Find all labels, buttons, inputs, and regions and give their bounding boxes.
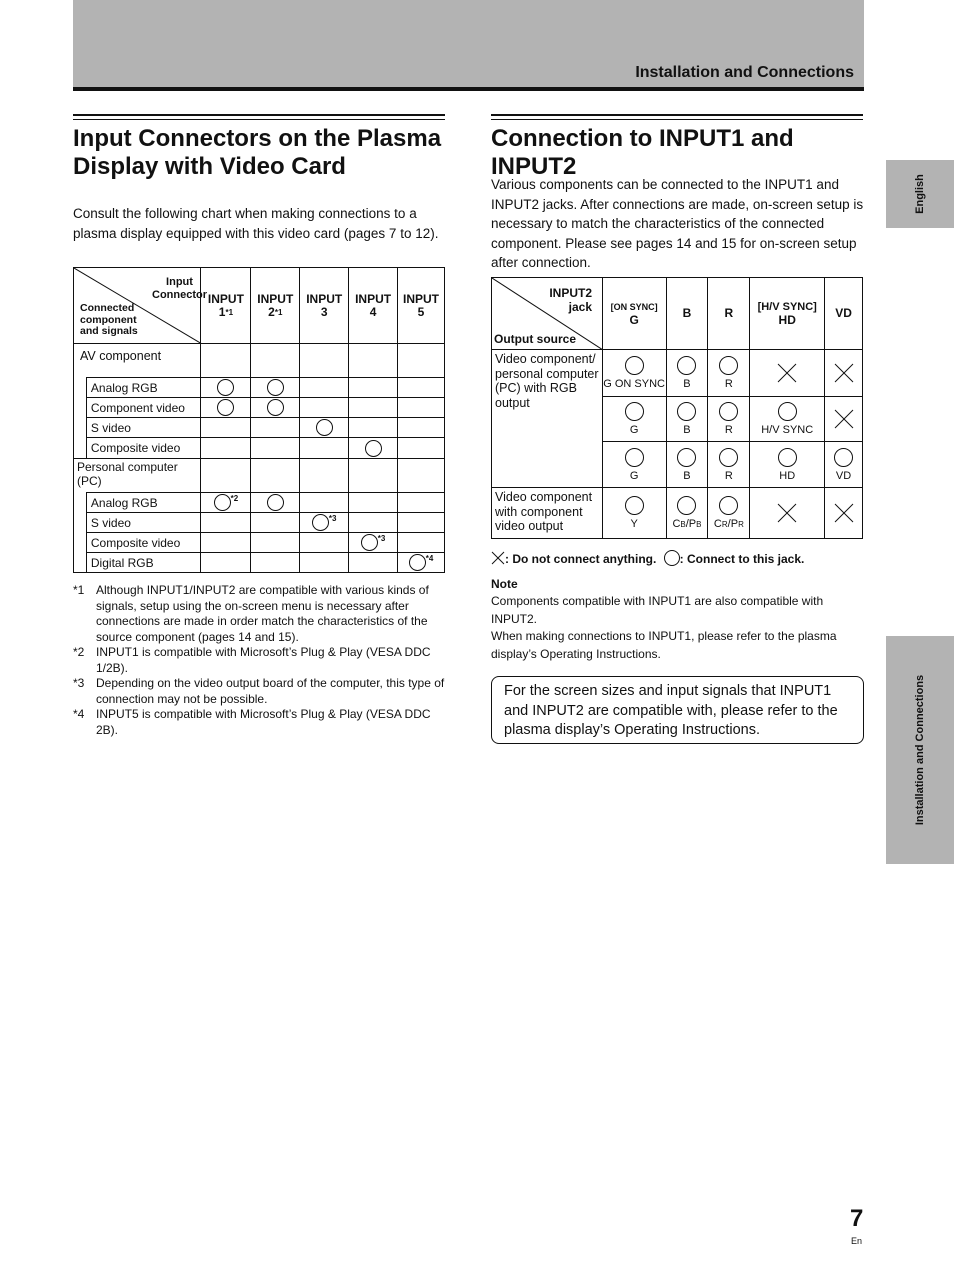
col-input3: INPUT 3 — [300, 268, 349, 344]
left-heading-line2: Display with Video Card — [73, 153, 346, 180]
row-pc-digital: Digital RGB — [86, 553, 201, 573]
compat-circle-icon — [267, 379, 284, 396]
compat-circle-icon — [719, 356, 738, 375]
compat-circle-icon — [677, 448, 696, 467]
row-pc-composite: Composite video — [86, 533, 201, 553]
no-connect-x-icon — [491, 551, 505, 565]
corner-cell — [74, 268, 207, 344]
row-av-composite: Composite video — [86, 438, 201, 459]
compat-circle-icon — [316, 419, 333, 436]
input-connector-table: Input Connector Connected component and signals INPUT 1$^{*1}$ INPUT 2$^{*1}$ INPUT 3 INPUT 4 INPUT 5 AV component Analog RGB Component video S video Composite video Personal computer (PC) Analog RGB $^{*2}$ S video $^{*3}$ Composite video $^{*3}$ Digital RGB $^{*4}$ — [73, 267, 445, 573]
input2-jack-table: INPUT2 jack Output source [ON SYNC] G B R [H/V SYNC] HD VD Video component/ personal computer (PC) with RGB output G ON SYNC B R G B R H/V SYNC G B R HD VD Video component with component video output Y CB/PB CR/PR — [491, 277, 863, 539]
header-rule — [73, 87, 864, 91]
left-heading-rule-thin — [73, 119, 445, 120]
legend-o-text: : Connect to this jack. — [679, 552, 805, 566]
col-b: B — [666, 278, 708, 350]
col-vd: VD — [825, 278, 863, 350]
note-line1: Components compatible with INPUT1 are also compatible with INPUT2. — [491, 594, 824, 626]
compat-circle-icon — [677, 356, 696, 375]
page-number: 7 — [850, 1205, 864, 1232]
left-intro: Consult the following chart when making connections to a plasma display equipped with this video card (pages 7 to 12). — [73, 206, 439, 241]
right-heading-rule-thin — [491, 119, 863, 120]
row-av-component: Component video — [86, 398, 201, 418]
row-pc-svideo: S video — [86, 513, 201, 533]
compat-circle-icon — [625, 402, 644, 421]
corner-top-1: Input — [166, 276, 193, 288]
tab-english-label: English — [914, 174, 926, 214]
right-heading-rule — [491, 114, 863, 116]
corner-bottom-1: Connected — [80, 302, 135, 314]
note-title: Note — [491, 577, 518, 591]
legend-x-text: : Do not connect anything. — [505, 552, 657, 566]
legend — [491, 550, 804, 566]
col-r: R — [708, 278, 750, 350]
jack-corner-cell — [492, 278, 603, 350]
no-connect-x-icon — [777, 363, 797, 383]
compat-circle-icon — [214, 494, 231, 511]
cr-pr-label: CR/PR — [713, 518, 744, 530]
compat-circle-icon — [217, 379, 234, 396]
compat-circle-icon — [778, 448, 797, 467]
compat-circle-icon — [719, 496, 738, 515]
tab-english — [886, 160, 954, 228]
left-heading — [73, 125, 453, 181]
row-av-svideo: S video — [86, 418, 201, 438]
right-intro: Various components can be connected to the INPUT1 and INPUT2 jacks. After connections are made, on-screen setup is necessary to match the characteristics of the connected component. Please see pages 14 and 15 for on-screen setup after connection. — [491, 177, 864, 270]
note-line2: When making connections to INPUT1, please refer to the plasma display’s Operating Instructions. — [491, 629, 837, 661]
no-connect-x-icon — [834, 503, 854, 523]
row-pc-analog: Analog RGB — [86, 493, 201, 513]
footnote: *4 INPUT5 is compatible with Microsoft’s Plug & Play (VESA DDC 2B). — [73, 707, 431, 737]
footnote: *2 INPUT1 is compatible with Microsoft’s Plug & Play (VESA DDC 1/2B). — [73, 645, 431, 675]
no-connect-x-icon — [834, 363, 854, 383]
compat-circle-icon — [267, 399, 284, 416]
jack-corner-top-1: INPUT2 — [549, 286, 592, 300]
tab-installation-label: Installation and Connections — [914, 674, 926, 826]
right-heading-text: Connection to INPUT1 and INPUT2 — [491, 125, 794, 180]
compat-circle-icon — [778, 402, 797, 421]
compat-circle-icon — [719, 448, 738, 467]
col-input2: INPUT 2$^{*1}$ — [251, 268, 300, 344]
compat-circle-icon — [719, 402, 738, 421]
compat-circle-icon — [312, 514, 329, 531]
source-component-label: Video component with component video output — [492, 488, 603, 539]
row-av-analog: Analog RGB — [86, 378, 201, 398]
compat-circle-icon — [409, 554, 426, 571]
footnote: *1 Although INPUT1/INPUT2 are compatible with various kinds of signals, setup using the on-screen menu is necessary after connections are made in order match the characteristics of the source component (pages 14 and 15). — [73, 583, 429, 644]
compat-circle-icon — [625, 356, 644, 375]
right-heading — [491, 125, 871, 181]
left-heading-rule — [73, 114, 445, 116]
jack-corner-top-2: jack — [568, 300, 592, 314]
info-box — [491, 676, 864, 744]
compat-circle-icon — [365, 440, 382, 457]
corner-bottom-2: component — [80, 313, 137, 326]
group-pc-label: Personal computer (PC) — [74, 459, 201, 493]
compat-circle-icon — [677, 496, 696, 515]
corner-bottom-3: and signals — [80, 325, 138, 337]
compat-circle-icon — [625, 448, 644, 467]
left-heading-line1: Input Connectors on the Plasma — [73, 125, 442, 152]
jack-corner-bottom: Output source — [494, 332, 577, 346]
col-input1: INPUT 1$^{*1}$ — [201, 268, 251, 344]
cb-pb-label: CB/PB — [672, 518, 702, 530]
no-connect-x-icon — [777, 503, 797, 523]
compat-circle-icon — [217, 399, 234, 416]
col-input4: INPUT 4 — [349, 268, 398, 344]
section-header-title: Installation and Connections — [635, 64, 854, 81]
compat-circle-icon — [267, 494, 284, 511]
compat-circle-icon — [625, 496, 644, 515]
col-g: [ON SYNC] G — [602, 278, 666, 350]
compat-circle-icon — [664, 550, 680, 566]
no-connect-x-icon — [834, 409, 854, 429]
compat-circle-icon — [677, 402, 696, 421]
page-lang: En — [851, 1236, 863, 1246]
corner-top-2: Connector — [152, 289, 207, 301]
tab-installation — [886, 636, 954, 864]
compat-circle-icon — [834, 448, 853, 467]
note-body — [491, 593, 863, 663]
info-box-text: For the screen sizes and input signals that INPUT1 and INPUT2 are compatible with, please refer to the plasma display’s Operating Instructions. — [504, 683, 838, 738]
col-input5: INPUT 5 — [398, 268, 445, 344]
source-rgb-label: Video component/ personal computer (PC) with RGB output — [492, 350, 603, 488]
compat-circle-icon — [361, 534, 378, 551]
footnotes — [73, 583, 447, 738]
col-hd: [H/V SYNC] HD — [750, 278, 825, 350]
footnote: *3 Depending on the video output board of the computer, this type of connection may not be possible. — [73, 676, 445, 706]
group-av-label: AV component — [74, 344, 201, 378]
